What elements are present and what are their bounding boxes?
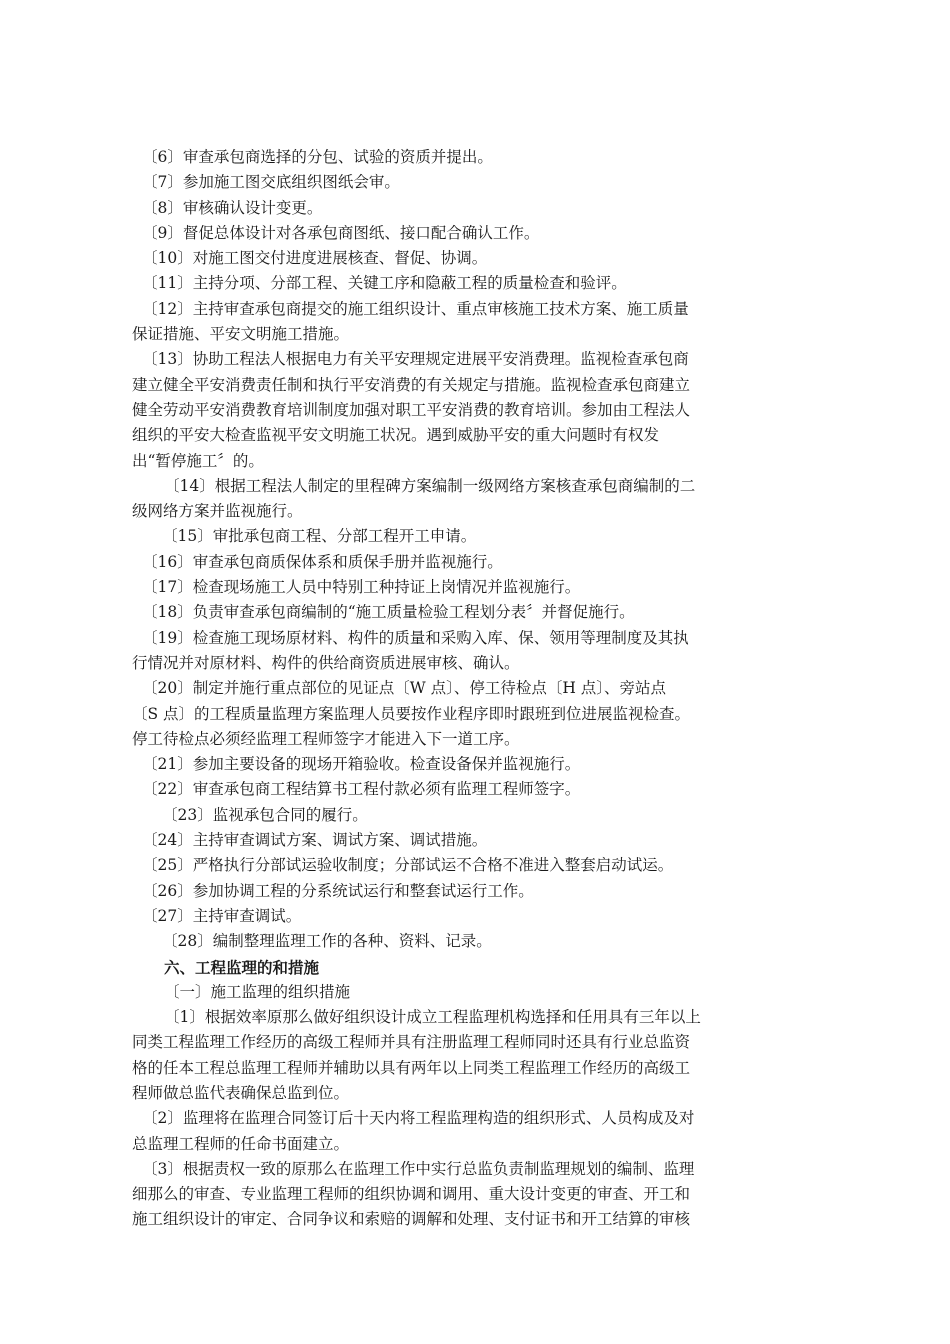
- measure-1-line-3: 格的任本工程总监理工程师并辅助以具有两年以上同类工程监理工作经历的高级工: [132, 1058, 691, 1077]
- paragraph-14: [132, 474, 832, 525]
- section-heading: 六、工程监理的和措施: [164, 957, 320, 977]
- paragraph-21: 〔21〕参加主要设备的现场开箱验收。检查设备保并监视施行。: [142, 755, 581, 774]
- paragraph-8: 〔8〕审核确认设计变更。: [142, 198, 323, 217]
- measure-1: [132, 1005, 832, 1106]
- paragraph-11: 〔11〕主持分项、分部工程、关键工序和隐蔽工程的质量检查和验评。: [142, 274, 627, 293]
- measure-3: [132, 1157, 832, 1233]
- paragraph-26: 〔26〕参加协调工程的分系统试运行和整套试运行工作。: [142, 881, 534, 900]
- paragraph-7: 〔7〕参加施工图交底组织图纸会审。: [142, 173, 400, 192]
- paragraph-14-line-2: 级网络方案并监视施行。: [132, 502, 303, 521]
- paragraph-9: 〔9〕督促总体设计对各承包商图纸、接口配合确认工作。: [142, 223, 540, 242]
- paragraph-25: 〔25〕严格执行分部试运验收制度；分部试运不合格不准进入整套启动试运。: [142, 856, 674, 875]
- paragraph-12-line-2: 保证措施、平安文明施工措施。: [132, 325, 350, 344]
- paragraph-13-line-1: 〔13〕协助工程法人根据电力有关平安理规定进展平安消费理。监视检查承包商: [142, 350, 689, 369]
- document-body: [132, 145, 832, 1233]
- paragraph-12-line-1: 〔12〕主持审查承包商提交的施工组织设计、重点审核施工技术方案、施工质量: [142, 299, 689, 318]
- measure-2-line-2: 总监理工程师的任命书面建立。: [132, 1134, 350, 1153]
- paragraph-13-line-2: 建立健全平安消费责任制和执行平安消费的有关规定与措施。监视检查承包商建立: [132, 375, 691, 394]
- paragraph-13: [132, 347, 832, 473]
- paragraph-6: 〔6〕审查承包商选择的分包、试验的资质并提出。: [142, 148, 493, 166]
- paragraph-28: 〔28〕编制整理监理工作的各种、资料、记录。: [162, 932, 492, 951]
- paragraph-13-line-3: 健全劳动平安消费教育培训制度加强对职工平安消费的教育培训。参加由工程法人: [132, 400, 691, 419]
- paragraph-13-line-4: 组织的平安大检查监视平安文明施工状况。遇到威胁平安的重大问题时有权发: [132, 426, 660, 445]
- measure-1-line-4: 程师做总监代表确保总监到位。: [132, 1083, 350, 1102]
- measure-3-line-1: 〔3〕根据责权一致的原那么在监理工作中实行总监负责制监理规划的编制、监理: [142, 1159, 695, 1178]
- paragraph-10: 〔10〕对施工图交付进度进展核查、督促、协调。: [142, 249, 488, 268]
- measure-3-line-2: 细那么的审查、专业监理工程师的组织协调和调用、重大设计变更的审查、开工和: [132, 1185, 691, 1204]
- paragraph-12: [132, 297, 832, 348]
- measure-2: [132, 1106, 832, 1157]
- paragraph-15: 〔15〕审批承包商工程、分部工程开工申请。: [162, 527, 477, 546]
- paragraph-16: 〔16〕审查承包商质保体系和质保手册并监视施行。: [142, 552, 503, 571]
- paragraph-22: 〔22〕审查承包商工程结算书工程付款必须有监理工程师签字。: [142, 780, 581, 799]
- subsection-heading: 〔一〕施工监理的组织措施: [164, 982, 351, 1001]
- paragraph-24: 〔24〕主持审查调试方案、调试方案、调试措施。: [142, 831, 488, 850]
- paragraph-18: 〔18〕负责审查承包商编制的“施工质量检验工程划分表〞并督促施行。: [142, 603, 635, 622]
- measure-3-line-3: 施工组织设计的审定、合同争议和索赔的调解和处理、支付证书和开工结算的审核: [132, 1210, 691, 1229]
- paragraph-14-line-1: 〔14〕根据工程法人制定的里程碑方案编制一级网络方案核查承包商编制的二: [164, 476, 696, 495]
- paragraph-13-line-5: 出“暂停施工〞的。: [132, 451, 264, 470]
- paragraph-20-line-1: 〔20〕制定并施行重点部位的见证点〔W 点〕、停工待检点〔H 点〕、旁站点: [142, 679, 667, 698]
- paragraph-20-line-2: 〔S 点〕的工程质量监理方案监理人员要按作业程序即时跟班到位进展监视检查。: [132, 704, 691, 723]
- paragraph-20: [132, 676, 832, 752]
- paragraph-19: [132, 626, 832, 677]
- paragraph-27: 〔27〕主持审查调试。: [142, 906, 302, 925]
- measure-1-line-1: 〔1〕根据效率原那么做好组织设计成立工程监理机构选择和任用具有三年以上: [164, 1008, 701, 1027]
- measure-1-line-2: 同类工程监理工作经历的高级工程师并具有注册监理工程师同时还具有行业总监资: [132, 1033, 691, 1052]
- paragraph-17: 〔17〕检查现场施工人员中特别工种持证上岗情况并监视施行。: [142, 578, 581, 597]
- measure-2-line-1: 〔2〕监理将在监理合同签订后十天内将工程监理构造的组织形式、人员构成及对: [142, 1109, 695, 1128]
- paragraph-23: 〔23〕监视承包合同的履行。: [162, 805, 368, 824]
- paragraph-19-line-2: 行情况并对原材料、构件的供给商资质进展审核、确认。: [132, 653, 520, 672]
- paragraph-20-line-3: 停工待检点必须经监理工程师签字才能进入下一道工序。: [132, 729, 520, 748]
- paragraph-19-line-1: 〔19〕检查施工现场原材料、构件的质量和采购入库、保、领用等理制度及其执: [142, 628, 689, 647]
